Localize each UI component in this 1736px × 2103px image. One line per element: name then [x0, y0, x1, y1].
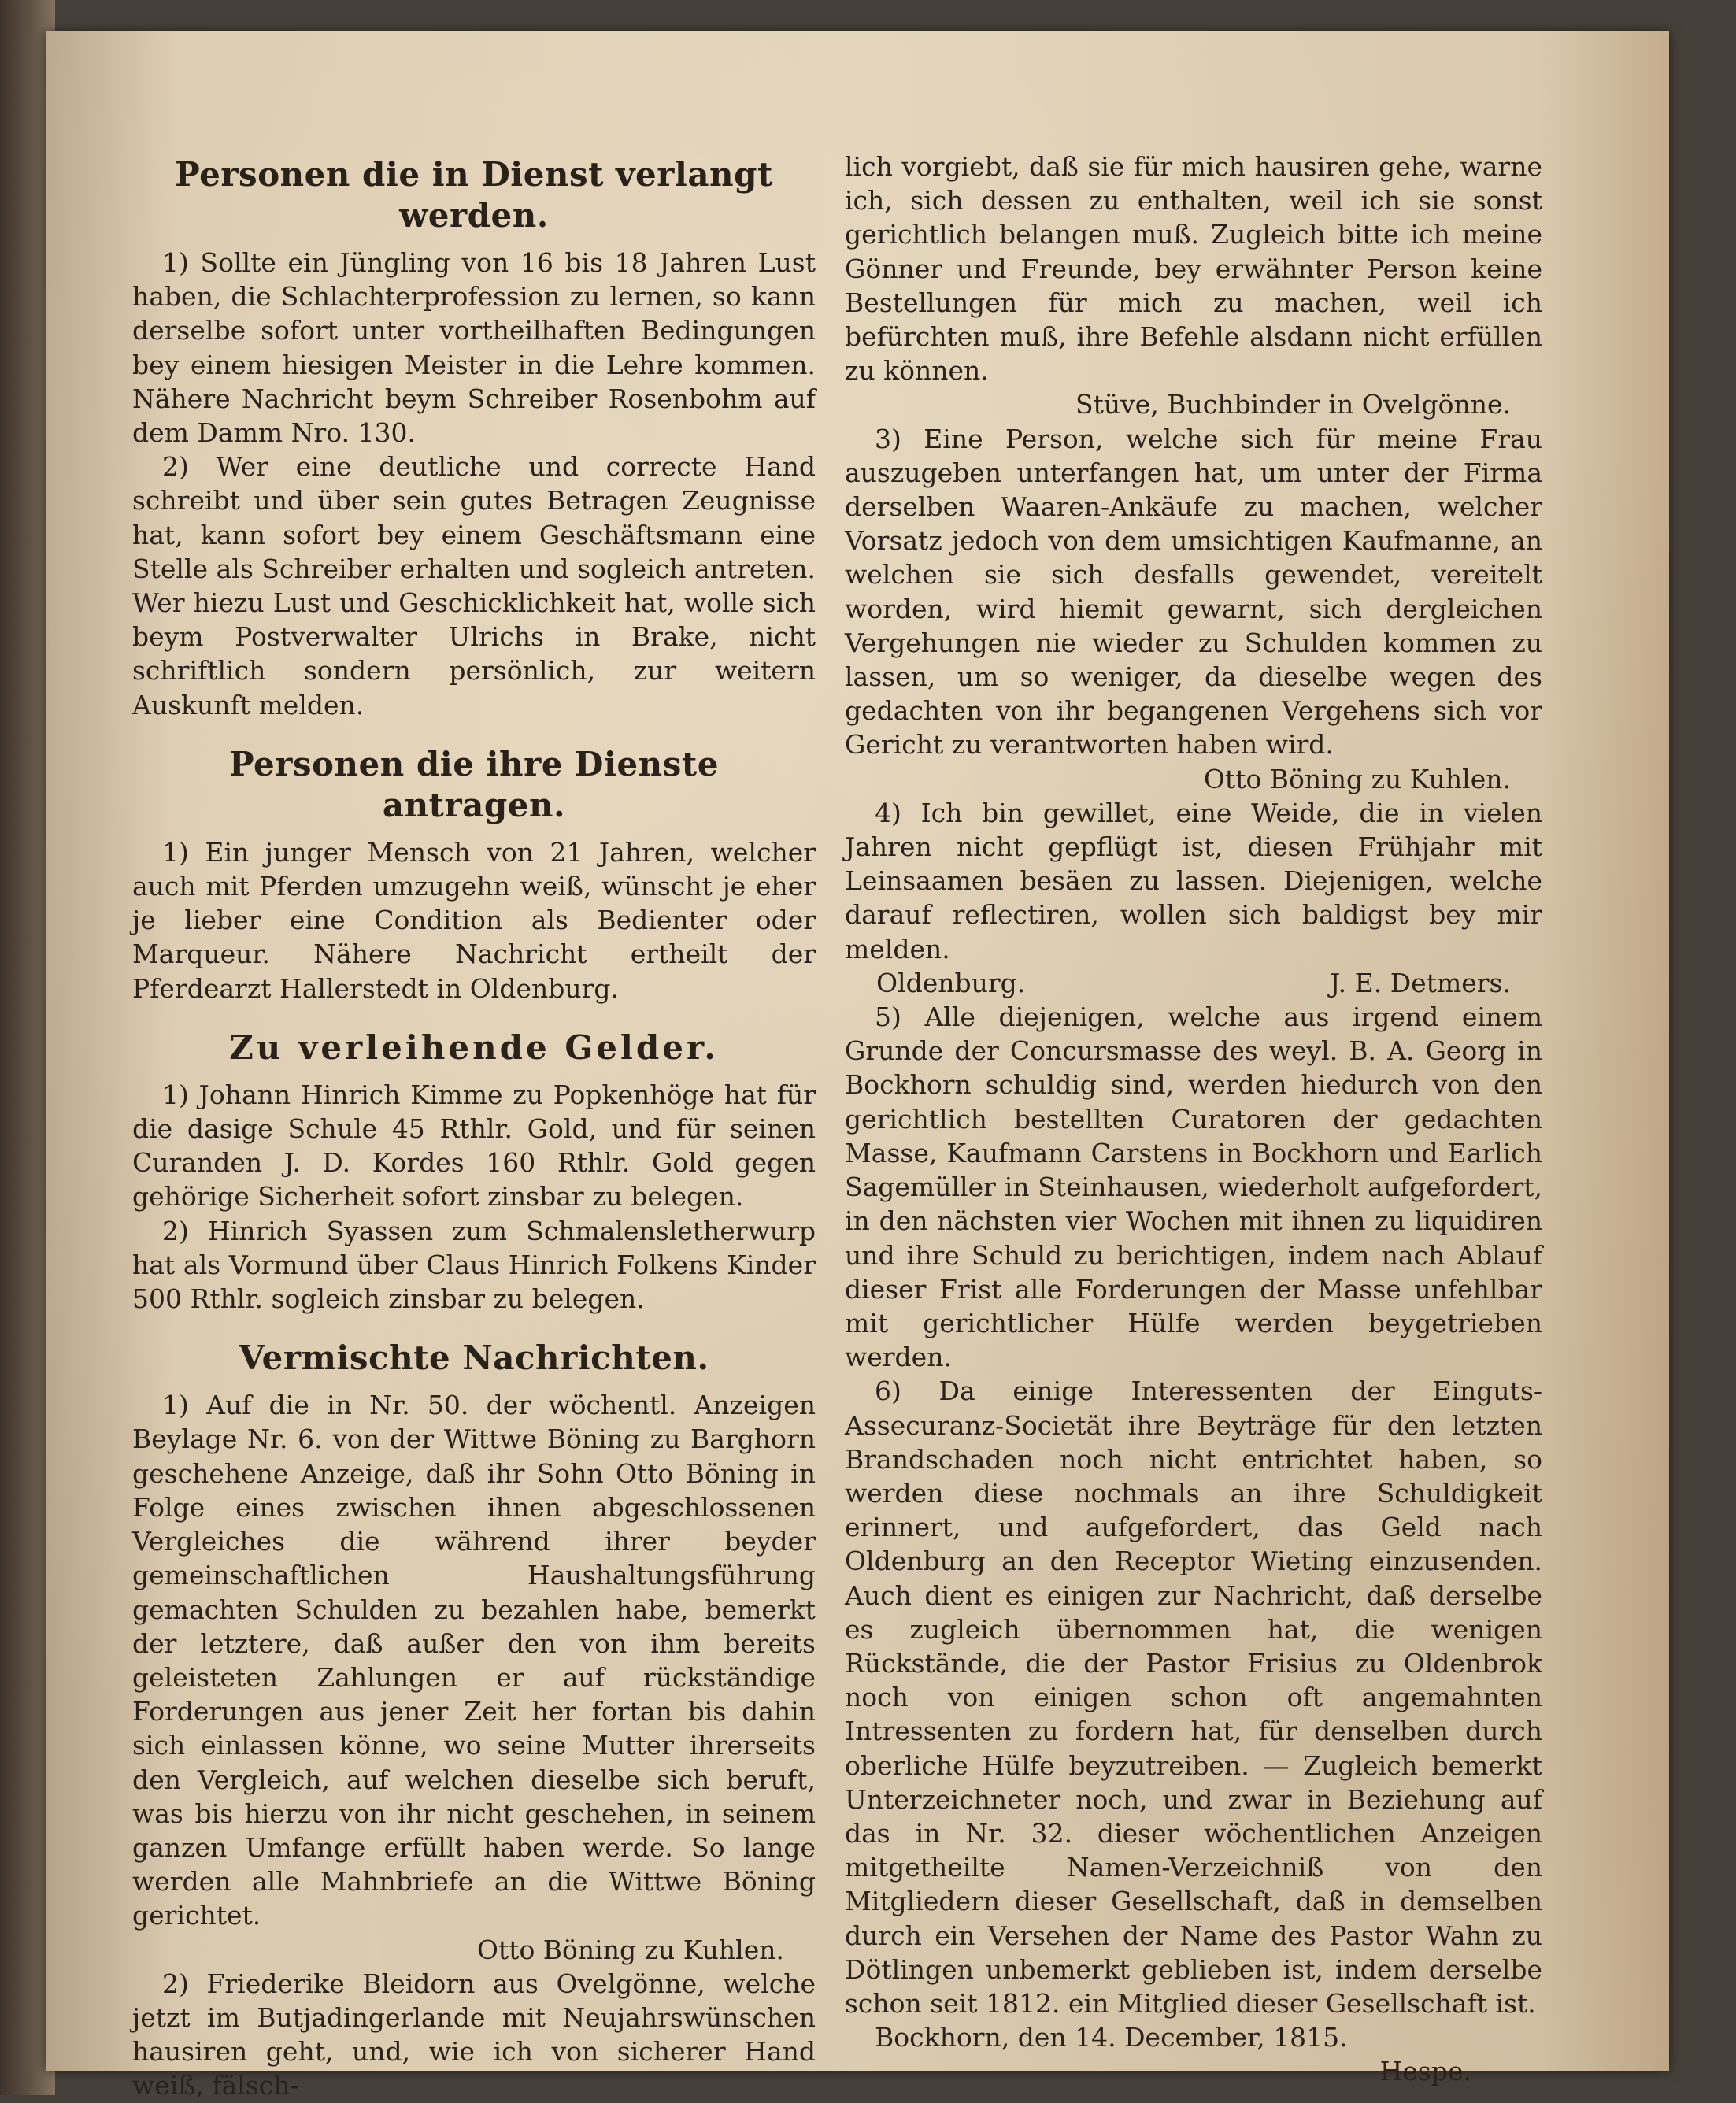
newspaper-page — [46, 31, 1669, 2101]
signature-boening-2: Otto Böning zu Kuhlen. — [1203, 763, 1511, 794]
signature-hespe: Hespe. — [1379, 2056, 1471, 2087]
notice-pasture: 4) Ich bin gewillet, eine Weide, die in vielen Jahren nicht gepflügt ist, diesen Frühjahr mit Leinsaamen besäen zu lassen. Diejenigen, welche darauf reflectiren, wollen sich baldigst bey mir melden. — [845, 797, 1542, 964]
notice-loan-syassen: 2) Hinrich Syassen zum Schmalensletherwurp hat als Vormund über Claus Hinrich Folkens Kinder 500 Rthlr. sogleich zinsbar zu belegen. — [132, 1215, 816, 1315]
notice-loan-kimme: 1) Johann Hinrich Kimme zu Popkenhöge hat für die dasige Schule 45 Rthlr. Gold, und für seinen Curanden J. D. Kordes 160 Rthlr. Gold gegen gehörige Sicherheit sofort zinsbar zu belegen. — [132, 1079, 816, 1213]
notice-bleidorn: 2) Friederike Bleidorn aus Ovelgönne, welche jetzt im Butjadingerlande mit Neujahrswünschen hausiren geht, und, wie ich von sicherer Hand weiß, fälsch- — [132, 1968, 816, 2101]
section-heading-misc: Vermischte Nachrichten. — [239, 1338, 709, 1378]
notice-concurs: 5) Alle diejenigen, welche aus irgend einem Grunde der Concursmasse des weyl. B. A. Georg in Bockhorn schuldig sind, werden hiedurch von den gerichtlich bestellten Curatoren der gedachten Masse, Kaufmann Carstens in Bockhorn und Earlich Sagemüller in Steinhausen, wiederholt aufgefordert, in den nächsten vier Wochen mit ihnen zu liquidiren und ihre Schuld zu berichtigen, indem nach Ablauf dieser Frist alle Forderungen der Masse unfehlbar mit gerichtlicher Hülfe werden beygetrieben werden. — [845, 1002, 1542, 1373]
signature-boening: Otto Böning zu Kuhlen. — [476, 1934, 784, 1965]
pasture-sign-off — [845, 966, 1542, 1000]
notice-apprentice: 1) Sollte ein Jüngling von 16 bis 18 Jahren Lust haben, die Schlachterprofession zu lernen, so kann derselbe sofort unter vortheilhaften Bedingungen bey einem hiesigen Meister in die Lehre kommen. Nähere Nachricht beym Schreiber Rosenbohm auf dem Damm Nro. 130. — [132, 247, 816, 449]
notice-bleidorn-continued: lich vorgiebt, daß sie für mich hausiren gehe, warne ich, sich dessen zu enthalten, weil ich sie sonst gerichtlich belangen muß. Zugleich bitte ich meine Gönner und Freunde, bey erwähnter Person keine Bestellungen für mich zu machen, weil ich befürchten muß, ihre Befehle alsdann nicht erfüllen zu können. — [845, 151, 1542, 387]
signature-stueve: Stüve, Buchbinder in Ovelgönne. — [1075, 389, 1511, 420]
section-heading-loans: Zu verleihende Gelder. — [229, 1027, 719, 1067]
right-column — [845, 150, 1542, 2089]
section-heading-offered: Personen die ihre Dienste antragen. — [229, 744, 719, 824]
notice-servant: 1) Ein junger Mensch von 21 Jahren, welcher auch mit Pferden umzugehn weiß, wünscht je eher je lieber eine Condition als Bedienter oder Marqueur. Nähere Nachricht ertheilt der Pferdearzt Hallerstedt in Oldenburg. — [132, 836, 816, 1004]
notice-impostor: 3) Eine Person, welche sich für meine Frau auszugeben unterfangen hat, um unter der Firma derselben Waaren-Ankäufe zu machen, welcher Vorsatz jedoch von dem umsichtigen Kaufmanne, an welchen sie sich desfalls gewendet, vereitelt worden, wird hiemit gewarnt, sich dergleichen Vergehungen nie wieder zu Schulden kommen zu lassen, um so weniger, da dieselbe wegen des gedachten von ihr begangenen Vergehens sich vor Gericht zu verantworten haben wird. — [845, 423, 1542, 761]
signature-detmers: J. E. Detmers. — [1330, 967, 1511, 998]
dateline-bockhorn: Bockhorn, den 14. December, 1815. — [875, 2022, 1348, 2053]
notice-clerk: 2) Wer eine deutliche und correcte Hand schreibt und über sein gutes Betragen Zeugnisse hat, kann sofort bey einem Geschäftsmann eine Stelle als Schreiber erhalten und sogleich antreten. Wer hiezu Lust und Geschicklichkeit hat, wolle sich beym Postverwalter Ulrichs in Brake, nicht schriftlich sondern persönlich, zur weitern Auskunft melden. — [132, 451, 816, 720]
left-column — [132, 150, 816, 2103]
section-heading-wanted: Personen die in Dienst verlangt werden. — [175, 155, 773, 235]
place-oldenburg: Oldenburg. — [876, 967, 1026, 998]
notice-boening: 1) Auf die in Nr. 50. der wöchentl. Anzeigen Beylage Nr. 6. von der Wittwe Böning zu Barghorn geschehene Anzeige, daß ihr Sohn Otto Böning in Folge eines zwischen ihnen abgeschlossenen Vergleiches die während ihrer beyder gemeinschaftlichen Haushaltungsführung gemachten Schulden zu bezahlen habe, bemerkt der letztere, daß außer den von ihm bereits geleisteten Zahlungen er auf rückständige Forderungen aus jener Zeit her fortan bis dahin sich einlassen könne, wo seine Mutter ihrerseits den Vergleich, auf welchen dieselbe sich beruft, was bis hierzu von ihr nicht geschehen, in seinem ganzen Umfange erfüllt haben werde. So lange werden alle Mahnbriefe an die Wittwe Böning gerichtet. — [132, 1390, 816, 1931]
notice-assecuranz: 6) Da einige Interessenten der Einguts-Assecuranz-Societät ihre Beyträge für den letzten Brandschaden noch nicht entrichtet haben, so werden diese nochmals an ihre Schuldigkeit erinnert, und aufgefordert, das Geld nach Oldenburg an den Receptor Wieting einzusenden. Auch dient es einigen zur Nachricht, daß derselbe es zugleich übernommen hat, die wenigen Rückstände, die der Pastor Frisius zu Oldenbrok noch von einigen schon oft angemahnten Intressenten zu fordern hat, für denselben durch oberliche Hülfe beyzutreiben. — Zugleich bemerkt Unterzeichneter noch, und zwar in Beziehung auf das in Nr. 32. dieser wöchentlichen Anzeigen mitgetheilte Namen-Verzeichniß von den Mitgliedern dieser Gesellschaft, daß in demselben durch ein Versehen der Name des Pastor Wahn zu Dötlingen unbemerkt geblieben ist, indem derselbe schon seit 1812. ein Mitglied dieser Gesellschaft ist. — [845, 1375, 1542, 2019]
